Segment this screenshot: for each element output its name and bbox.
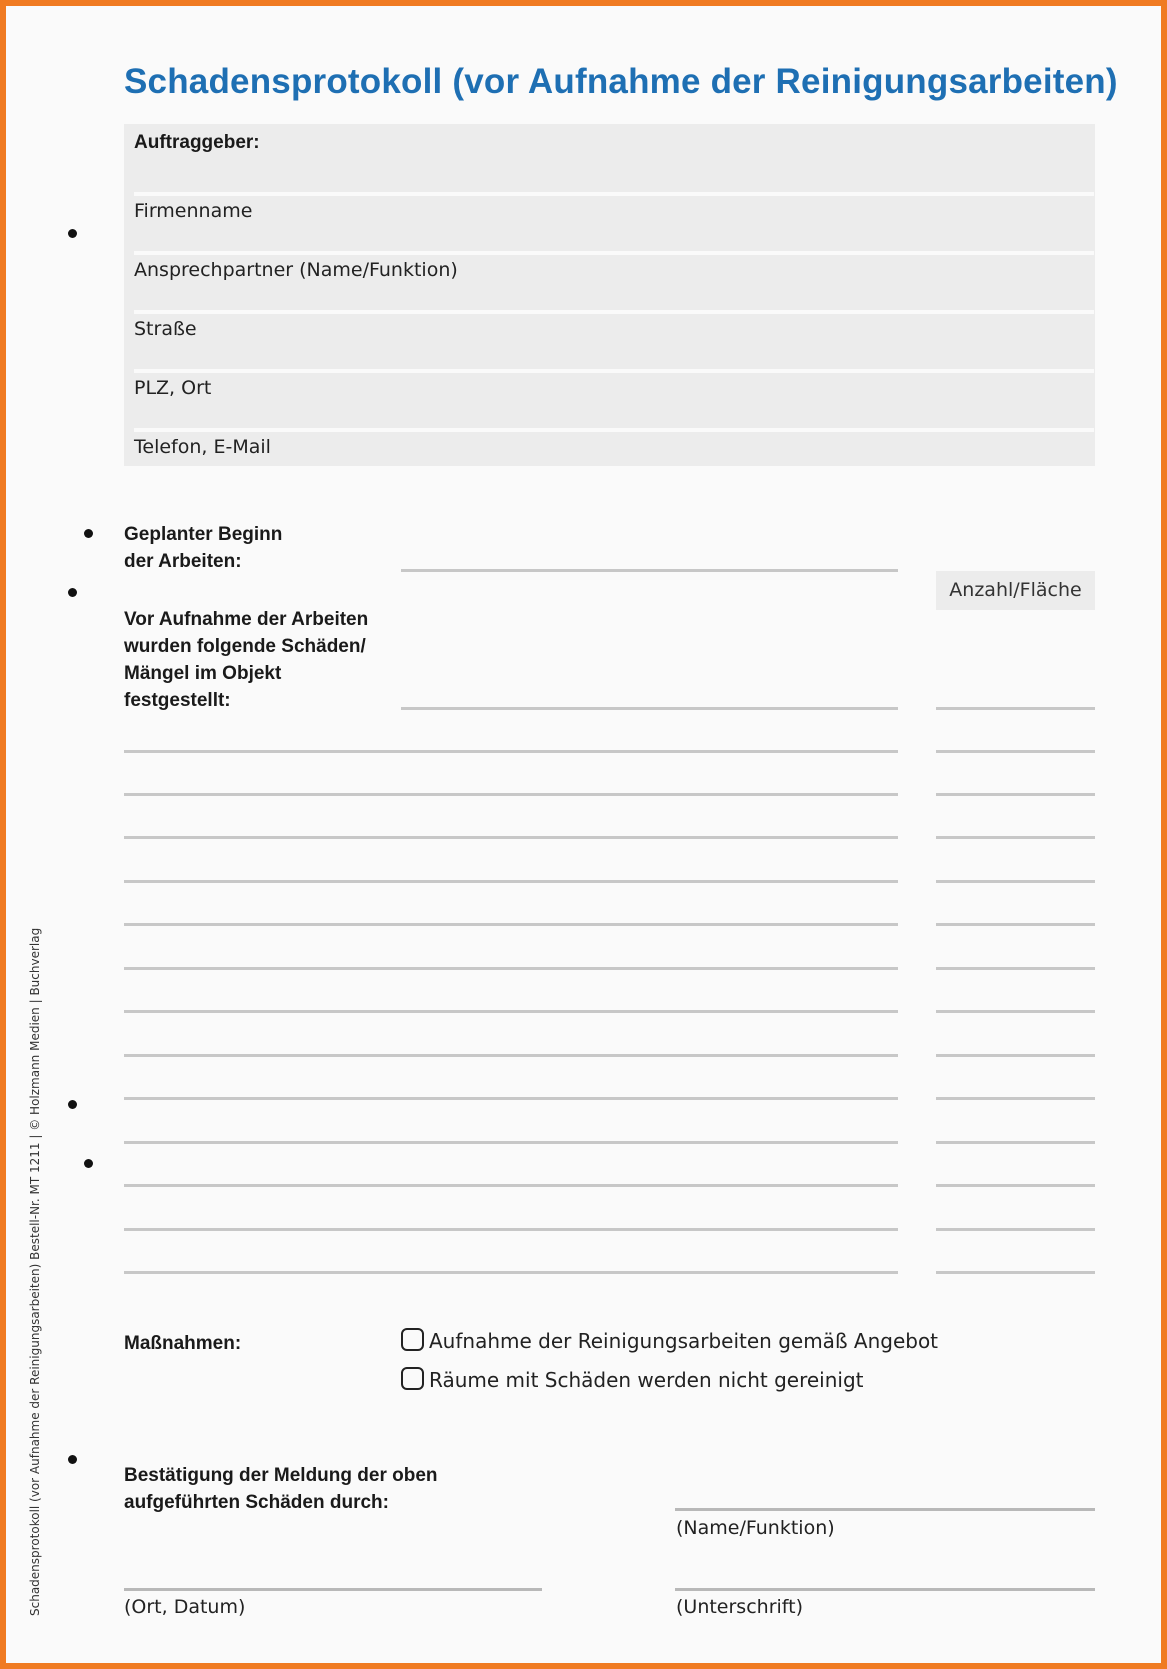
separator	[134, 369, 1094, 373]
damage-line[interactable]	[124, 1271, 898, 1274]
quantity-line[interactable]	[936, 967, 1095, 970]
signature-caption: (Unterschrift)	[676, 1596, 804, 1618]
damage-line[interactable]	[124, 923, 898, 926]
quantity-line[interactable]	[936, 793, 1095, 796]
quantity-line[interactable]	[936, 1228, 1095, 1231]
phone-email-field[interactable]: Telefon, E-Mail	[134, 436, 271, 458]
damage-line[interactable]	[124, 1010, 898, 1013]
street-field[interactable]: Straße	[134, 318, 197, 340]
separator	[134, 428, 1094, 432]
planned-start-line[interactable]	[401, 569, 898, 572]
damage-line[interactable]	[124, 1141, 898, 1144]
measures-label: Maßnahmen:	[124, 1333, 242, 1354]
quantity-line[interactable]	[936, 1097, 1095, 1100]
punch-mark	[84, 529, 93, 538]
punch-mark	[68, 1100, 77, 1109]
damage-line[interactable]	[124, 967, 898, 970]
quantity-line[interactable]	[936, 1141, 1095, 1144]
quantity-line[interactable]	[936, 750, 1095, 753]
measure-option-accept[interactable]	[401, 1328, 938, 1353]
punch-mark	[68, 1455, 77, 1464]
quantity-line[interactable]	[936, 1054, 1095, 1057]
name-function-line[interactable]	[675, 1508, 1095, 1511]
page-title: Schadensprotokoll (vor Aufnahme der Reinigungsarbeiten)	[124, 62, 1118, 101]
damage-line[interactable]	[124, 836, 898, 839]
damage-line[interactable]	[124, 793, 898, 796]
damage-line[interactable]	[124, 880, 898, 883]
place-date-caption: (Ort, Datum)	[124, 1596, 246, 1618]
quantity-line[interactable]	[936, 880, 1095, 883]
quantity-line[interactable]	[936, 1184, 1095, 1187]
place-date-line[interactable]	[124, 1588, 542, 1591]
option-label: Aufnahme der Reinigungsarbeiten gemäß Angebot	[429, 1329, 939, 1353]
quantity-area-header: Anzahl/Fläche	[936, 571, 1095, 610]
signature-line[interactable]	[675, 1588, 1095, 1591]
damage-line[interactable]	[401, 707, 898, 710]
postcode-city-field[interactable]: PLZ, Ort	[134, 377, 212, 399]
punch-mark	[68, 588, 77, 597]
damage-line[interactable]	[124, 750, 898, 753]
company-name-field[interactable]: Firmenname	[134, 200, 253, 222]
client-heading: Auftraggeber:	[134, 132, 260, 153]
separator	[134, 310, 1094, 314]
quantity-line[interactable]	[936, 923, 1095, 926]
name-function-caption: (Name/Funktion)	[676, 1517, 835, 1539]
quantity-line[interactable]	[936, 1010, 1095, 1013]
damage-line[interactable]	[124, 1228, 898, 1231]
measure-option-exclude[interactable]	[401, 1367, 864, 1392]
damage-line[interactable]	[124, 1097, 898, 1100]
confirmation-label: Bestätigung der Meldung der oben aufgeführten Schäden durch:	[124, 1465, 438, 1513]
damages-label: Vor Aufnahme der Arbeiten wurden folgende Schäden/ Mängel im Objekt festgestellt:	[124, 609, 369, 711]
damage-line[interactable]	[124, 1054, 898, 1057]
client-section	[124, 124, 1095, 466]
punch-mark	[84, 1159, 93, 1168]
damage-line[interactable]	[124, 1184, 898, 1187]
side-note: Schadensprotokoll (vor Aufnahme der Reinigungsarbeiten) Bestell-Nr. MT 1211 | © Holzmann Medien | Buchverlag	[28, 927, 42, 1616]
contact-person-field[interactable]: Ansprechpartner (Name/Funktion)	[134, 259, 458, 281]
quantity-line[interactable]	[936, 836, 1095, 839]
checkbox[interactable]	[401, 1367, 424, 1390]
punch-mark	[68, 229, 77, 238]
separator	[134, 192, 1094, 196]
option-label: Räume mit Schäden werden nicht gereinigt	[429, 1368, 864, 1392]
planned-start-label: Geplanter Beginn der Arbeiten:	[124, 524, 283, 572]
quantity-line[interactable]	[936, 707, 1095, 710]
quantity-line[interactable]	[936, 1271, 1095, 1274]
separator	[134, 251, 1094, 255]
checkbox[interactable]	[401, 1328, 424, 1351]
